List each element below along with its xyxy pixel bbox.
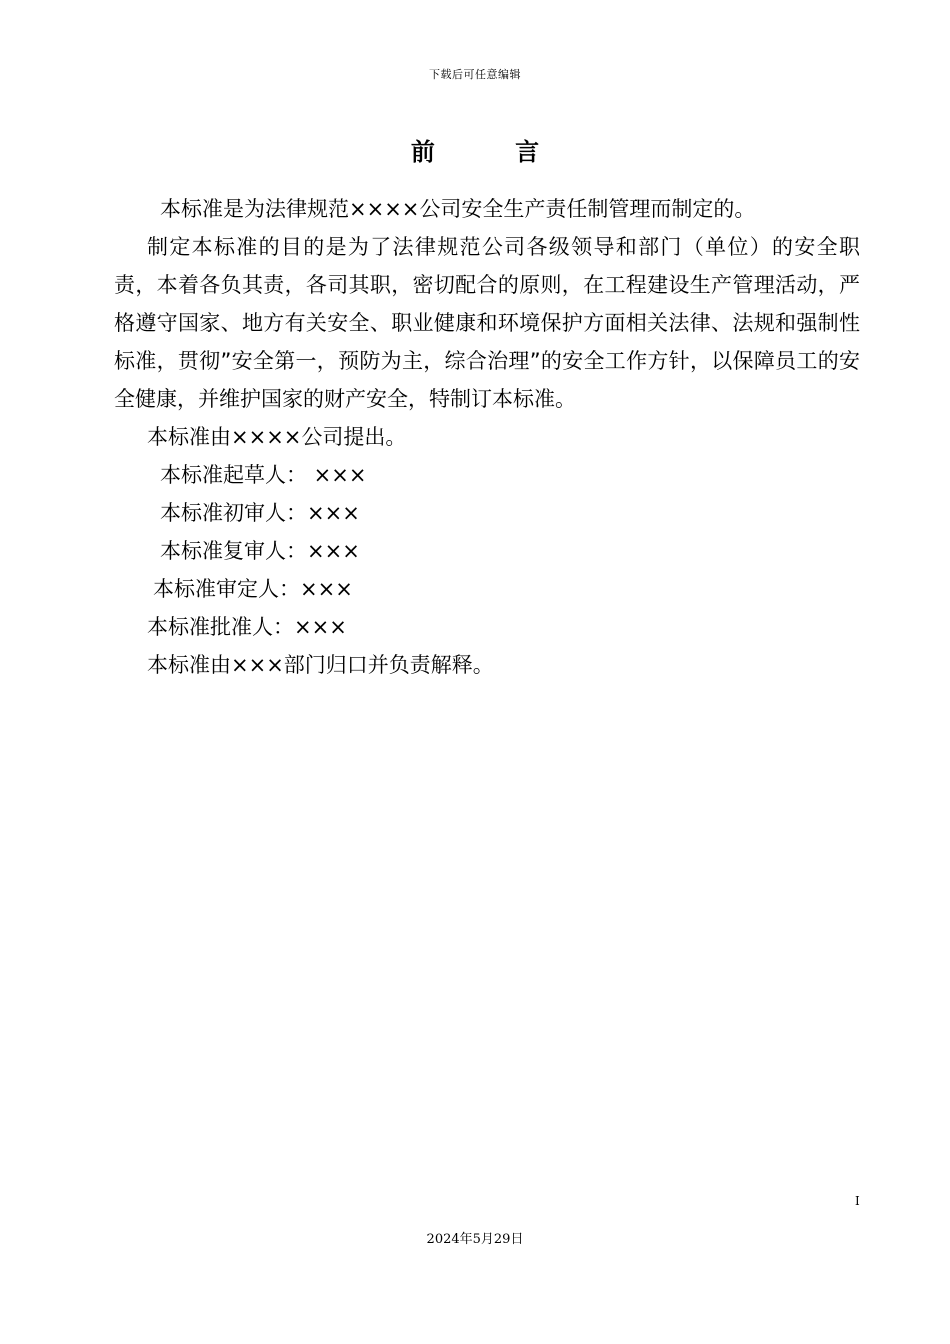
- line-interpreter: 本标准由×××部门归口并负责解释。: [147, 653, 494, 677]
- page-number: I: [855, 1194, 860, 1208]
- footer-date: 2024年5月29日: [426, 1232, 524, 1247]
- document-title: 前 言: [410, 138, 576, 166]
- line-ratifier: 本标准批准人：×××: [147, 615, 347, 639]
- document-body: [114, 190, 860, 684]
- line-approver-final: 本标准审定人：×××: [153, 577, 353, 601]
- header-note: 下载后可任意编辑: [429, 68, 521, 81]
- line-second-reviewer: 本标准复审人：×××: [160, 539, 360, 563]
- line-drafter: 本标准起草人： ×××: [160, 463, 367, 487]
- paragraph-objective: 制定本标准的目的是为了法律规范公司各级领导和部门（单位）的安全职责，本着各负其责，各司其职，密切配合的原则，在工程建设生产管理活动，严格遵守国家、地方有关安全、职业健康和环境保护方面相关法律、法规和强制性标准，贯彻”安全第一，预防为主，综合治理”的安全工作方针，以保障员工的安全健康，并维护国家的财产安全，特制订本标准。: [114, 235, 860, 411]
- paragraph-purpose: 本标准是为法律规范××××公司安全生产责任制管理而制定的。: [160, 197, 756, 221]
- line-initial-reviewer: 本标准初审人：×××: [160, 501, 360, 525]
- line-proposer: 本标准由××××公司提出。: [147, 425, 407, 449]
